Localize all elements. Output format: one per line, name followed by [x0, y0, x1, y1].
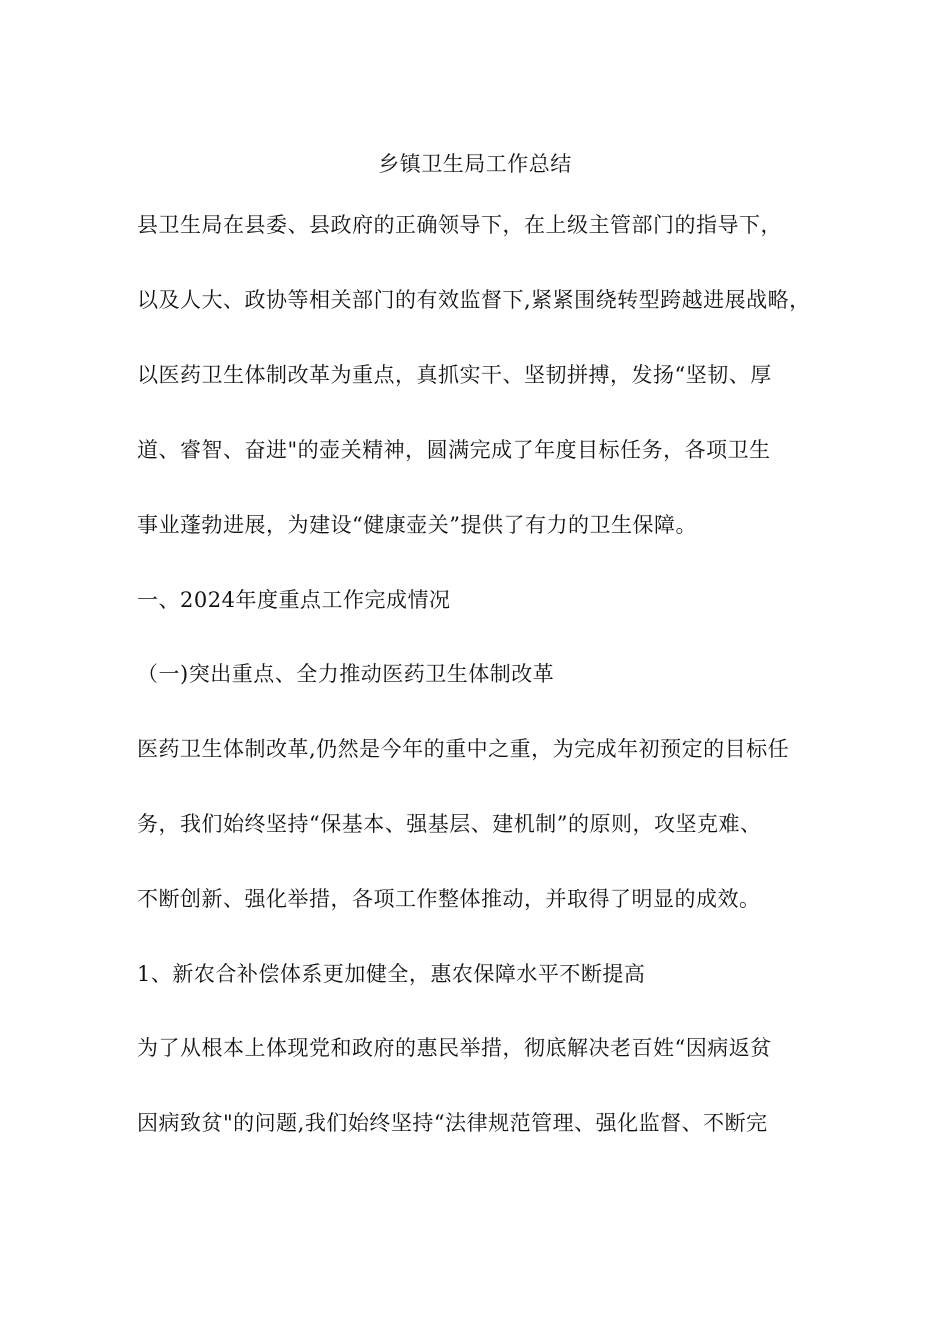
paragraph-line: 不断创新、强化举措，各项工作整体推动，并取得了明显的成效。: [137, 887, 761, 911]
paragraph-line: 因病致贫"的问题,我们始终坚持“法律规范管理、强化监督、不断完: [137, 1111, 768, 1135]
item-heading: 1、新农合补偿体系更加健全，惠农保障水平不断提高: [137, 962, 646, 986]
paragraph-line: 道、睿智、奋进"的壶关精神，圆满完成了年度目标任务，各项卫生: [137, 438, 771, 462]
paragraph-line: 事业蓬勃进展，为建设“健康壶关”提供了有力的卫生保障。: [137, 513, 697, 537]
paragraph-line: 县卫生局在县委、县政府的正确领导下，在上级主管部门的指导下，: [137, 213, 782, 237]
paragraph-line: 务，我们始终坚持“保基本、强基层、建机制”的原则，攻坚克难、: [137, 812, 762, 836]
section-heading: 一、2024年度重点工作完成情况: [137, 588, 451, 612]
paragraph-line: 以及人大、政协等相关部门的有效监督下,紧紧围绕转型跨越进展战略，: [137, 288, 811, 312]
paragraph-line: 医药卫生体制改革,仍然是今年的重中之重，为完成年初预定的目标任: [137, 737, 790, 761]
paragraph-line: 以医药卫生体制改革为重点，真抓实干、坚韧拼搏，发扬“坚韧、厚: [137, 363, 772, 387]
paragraph-line: 为了从根本上体现党和政府的惠民举措，彻底解决老百姓“因病返贫: [137, 1036, 772, 1060]
document-title: 乡镇卫生局工作总结: [378, 152, 572, 176]
subsection-heading: （一)突出重点、全力推动医药卫生体制改革: [137, 662, 555, 686]
